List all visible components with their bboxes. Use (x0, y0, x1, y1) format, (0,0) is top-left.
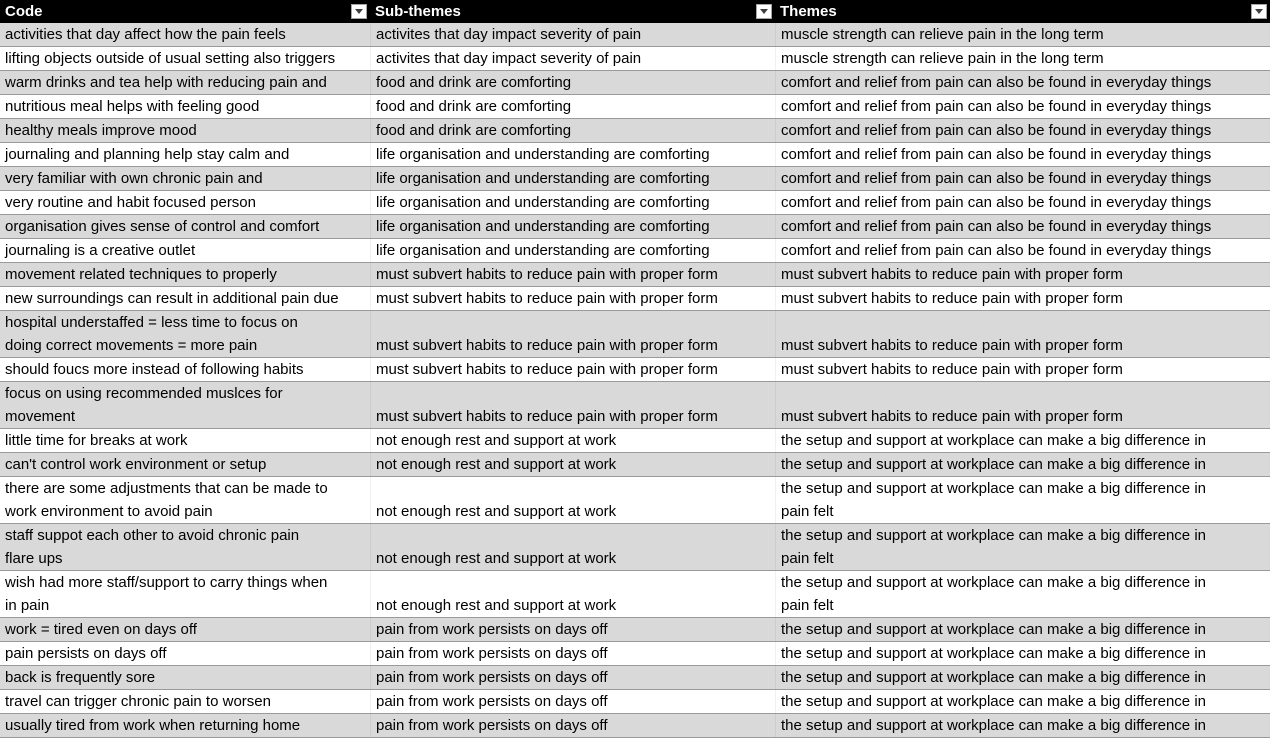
table-row[interactable] (0, 714, 1270, 738)
cell-theme[interactable] (775, 642, 1270, 665)
cell-sub-theme[interactable] (370, 239, 775, 262)
table-body (0, 23, 1270, 738)
cell-theme[interactable] (775, 382, 1270, 428)
table-row[interactable] (0, 642, 1270, 666)
cell-theme[interactable] (775, 239, 1270, 262)
cell-text-line: must subvert habits to reduce pain with proper form (376, 408, 718, 425)
cell-theme[interactable] (775, 191, 1270, 214)
cell-text-line: must subvert habits to reduce pain with proper form (376, 337, 718, 354)
cell-code[interactable] (0, 714, 370, 737)
column-header-label: Sub-themes (375, 3, 461, 20)
cell-text-line: can't control work environment or setup (5, 456, 267, 473)
cell-sub-theme[interactable] (370, 618, 775, 641)
cell-code[interactable] (0, 382, 370, 428)
cell-text-line: the setup and support at workplace can make a big difference in (781, 480, 1206, 497)
column-header-code[interactable] (0, 0, 370, 23)
cell-sub-theme[interactable] (370, 191, 775, 214)
cell-text-line: muscle strength can relieve pain in the long term (781, 50, 1104, 67)
cell-text-line (376, 477, 775, 500)
table-row[interactable] (0, 382, 1270, 429)
cell-sub-theme[interactable] (370, 690, 775, 713)
cell-text-line: pain felt (781, 597, 834, 614)
cell-text-line: not enough rest and support at work (376, 503, 617, 520)
cell-text-line (781, 382, 1270, 405)
cell-text-line: doing correct movements = more pain (5, 337, 258, 354)
cell-text-line: the setup and support at workplace can make a big difference in (781, 621, 1206, 638)
cell-sub-theme[interactable] (370, 477, 775, 523)
cell-sub-theme[interactable] (370, 358, 775, 381)
cell-theme[interactable] (775, 429, 1270, 452)
cell-code[interactable] (0, 167, 370, 190)
cell-text-line: the setup and support at workplace can make a big difference in (781, 574, 1206, 591)
cell-sub-theme[interactable] (370, 167, 775, 190)
cell-text-line: the setup and support at workplace can make a big difference in (781, 717, 1206, 734)
table-row[interactable] (0, 167, 1270, 191)
table-row[interactable] (0, 23, 1270, 47)
cell-code[interactable] (0, 191, 370, 214)
cell-sub-theme[interactable] (370, 666, 775, 689)
table-row[interactable] (0, 143, 1270, 167)
cell-text-line: movement (5, 408, 76, 425)
cell-theme[interactable] (775, 167, 1270, 190)
cell-code[interactable] (0, 311, 370, 357)
cell-code[interactable] (0, 287, 370, 310)
cell-text-line: little time for breaks at work (5, 432, 188, 449)
cell-sub-theme[interactable] (370, 215, 775, 238)
cell-text-line: pain felt (781, 503, 834, 520)
cell-text-line: journaling is a creative outlet (5, 242, 196, 259)
cell-text-line: comfort and relief from pain can also be found in everyday things (781, 170, 1212, 187)
cell-code[interactable] (0, 571, 370, 617)
table-row[interactable] (0, 71, 1270, 95)
cell-sub-theme[interactable] (370, 47, 775, 70)
table-row[interactable] (0, 239, 1270, 263)
cell-text-line: the setup and support at workplace can make a big difference in (781, 645, 1206, 662)
cell-text-line: life organisation and understanding are comforting (376, 218, 710, 235)
cell-text-line: not enough rest and support at work (376, 597, 617, 614)
cell-text-line: comfort and relief from pain can also be found in everyday things (781, 98, 1212, 115)
cell-text-line: not enough rest and support at work (376, 432, 617, 449)
filter-dropdown-icon[interactable] (351, 4, 367, 19)
cell-sub-theme[interactable] (370, 263, 775, 286)
cell-theme[interactable] (775, 477, 1270, 523)
cell-theme[interactable] (775, 358, 1270, 381)
cell-text-line: pain from work persists on days off (376, 621, 608, 638)
cell-text-line: the setup and support at workplace can make a big difference in (781, 432, 1206, 449)
cell-code[interactable] (0, 524, 370, 570)
cell-text-line: activities that day affect how the pain feels (5, 26, 286, 43)
cell-text-line: must subvert habits to reduce pain with proper form (781, 266, 1123, 283)
table-row[interactable] (0, 477, 1270, 524)
cell-sub-theme[interactable] (370, 311, 775, 357)
table-row[interactable] (0, 287, 1270, 311)
cell-code[interactable] (0, 119, 370, 142)
cell-text-line: pain from work persists on days off (376, 669, 608, 686)
cell-text-line: not enough rest and support at work (376, 550, 617, 567)
column-header-label: Code (5, 3, 43, 20)
cell-sub-theme[interactable] (370, 642, 775, 665)
cell-code[interactable] (0, 143, 370, 166)
cell-text-line: comfort and relief from pain can also be found in everyday things (781, 74, 1212, 91)
table-row[interactable] (0, 95, 1270, 119)
cell-text-line: warm drinks and tea help with reducing pain and (5, 74, 327, 91)
cell-text-line: must subvert habits to reduce pain with proper form (376, 266, 718, 283)
cell-code[interactable] (0, 618, 370, 641)
table-row[interactable] (0, 191, 1270, 215)
cell-text-line: nutritious meal helps with feeling good (5, 98, 260, 115)
cell-text-line (376, 524, 775, 547)
cell-text-line: must subvert habits to reduce pain with proper form (376, 290, 718, 307)
cell-text-line: pain from work persists on days off (376, 693, 608, 710)
table-row[interactable] (0, 690, 1270, 714)
cell-theme[interactable] (775, 23, 1270, 46)
cell-theme[interactable] (775, 666, 1270, 689)
cell-sub-theme[interactable] (370, 95, 775, 118)
cell-text-line: hospital understaffed = less time to focus on (5, 314, 298, 331)
cell-theme[interactable] (775, 311, 1270, 357)
cell-sub-theme[interactable] (370, 571, 775, 617)
cell-sub-theme[interactable] (370, 71, 775, 94)
cell-code[interactable] (0, 71, 370, 94)
cell-text-line: must subvert habits to reduce pain with proper form (376, 361, 718, 378)
cell-text-line: there are some adjustments that can be made to (5, 480, 328, 497)
cell-theme[interactable] (775, 143, 1270, 166)
cell-code[interactable] (0, 666, 370, 689)
table-row[interactable] (0, 119, 1270, 143)
cell-code[interactable] (0, 358, 370, 381)
cell-text-line: organisation gives sense of control and comfort (5, 218, 320, 235)
cell-theme[interactable] (775, 119, 1270, 142)
table-row[interactable] (0, 263, 1270, 287)
cell-sub-theme[interactable] (370, 23, 775, 46)
cell-text-line: work = tired even on days off (5, 621, 197, 638)
cell-theme[interactable] (775, 263, 1270, 286)
cell-text-line: back is frequently sore (5, 669, 156, 686)
cell-code[interactable] (0, 47, 370, 70)
header-row (0, 0, 1270, 23)
cell-theme[interactable] (775, 287, 1270, 310)
cell-sub-theme[interactable] (370, 119, 775, 142)
cell-text-line: must subvert habits to reduce pain with proper form (781, 290, 1123, 307)
cell-text-line: life organisation and understanding are comforting (376, 170, 710, 187)
cell-text-line: food and drink are comforting (376, 74, 572, 91)
cell-sub-theme[interactable] (370, 714, 775, 737)
table-row[interactable] (0, 358, 1270, 382)
cell-text-line (376, 571, 775, 594)
cell-text-line: new surroundings can result in additional pain due (5, 290, 339, 307)
cell-text-line: pain persists on days off (5, 645, 167, 662)
cell-text-line: lifting objects outside of usual setting also triggers (5, 50, 336, 67)
cell-theme[interactable] (775, 215, 1270, 238)
cell-code[interactable] (0, 477, 370, 523)
cell-text-line (781, 311, 1270, 334)
cell-theme[interactable] (775, 524, 1270, 570)
cell-text-line: comfort and relief from pain can also be found in everyday things (781, 242, 1212, 259)
cell-text-line: healthy meals improve mood (5, 122, 197, 139)
cell-code[interactable] (0, 95, 370, 118)
cell-text-line: work environment to avoid pain (5, 503, 213, 520)
cell-text-line: pain felt (781, 550, 834, 567)
column-header-themes[interactable] (775, 0, 1270, 23)
cell-theme[interactable] (775, 571, 1270, 617)
table-row[interactable] (0, 215, 1270, 239)
cell-code[interactable] (0, 239, 370, 262)
table-row[interactable] (0, 429, 1270, 453)
table-row[interactable] (0, 311, 1270, 358)
cell-text-line: focus on using recommended muslces for (5, 385, 283, 402)
cell-text-line: comfort and relief from pain can also be found in everyday things (781, 122, 1212, 139)
table-row[interactable] (0, 47, 1270, 71)
cell-text-line: comfort and relief from pain can also be found in everyday things (781, 194, 1212, 211)
cell-sub-theme[interactable] (370, 143, 775, 166)
cell-text-line: food and drink are comforting (376, 122, 572, 139)
cell-code[interactable] (0, 453, 370, 476)
cell-text-line: very familiar with own chronic pain and (5, 170, 263, 187)
cell-text-line: journaling and planning help stay calm and (5, 146, 290, 163)
cell-theme[interactable] (775, 453, 1270, 476)
table-row[interactable] (0, 571, 1270, 618)
cell-text-line: activites that day impact severity of pain (376, 50, 642, 67)
cell-text-line: usually tired from work when returning home (5, 717, 301, 734)
cell-text-line: not enough rest and support at work (376, 456, 617, 473)
cell-code[interactable] (0, 429, 370, 452)
cell-text-line: should foucs more instead of following habits (5, 361, 304, 378)
cell-text-line: in pain (5, 597, 50, 614)
cell-text-line: food and drink are comforting (376, 98, 572, 115)
column-header-label: Themes (780, 3, 837, 20)
cell-sub-theme[interactable] (370, 524, 775, 570)
column-header-sub-themes[interactable] (370, 0, 775, 23)
cell-text-line: the setup and support at workplace can make a big difference in (781, 693, 1206, 710)
cell-text-line: pain from work persists on days off (376, 717, 608, 734)
cell-theme[interactable] (775, 618, 1270, 641)
cell-theme[interactable] (775, 47, 1270, 70)
cell-text-line: comfort and relief from pain can also be found in everyday things (781, 146, 1212, 163)
cell-text-line: movement related techniques to properly (5, 266, 277, 283)
filter-dropdown-icon[interactable] (756, 4, 772, 19)
cell-code[interactable] (0, 263, 370, 286)
cell-theme[interactable] (775, 95, 1270, 118)
cell-text-line: the setup and support at workplace can make a big difference in (781, 527, 1206, 544)
cell-code[interactable] (0, 690, 370, 713)
cell-text-line: must subvert habits to reduce pain with proper form (781, 361, 1123, 378)
cell-text-line (376, 382, 775, 405)
cell-text-line: pain from work persists on days off (376, 645, 608, 662)
cell-text-line: life organisation and understanding are comforting (376, 242, 710, 259)
table-row[interactable] (0, 666, 1270, 690)
cell-sub-theme[interactable] (370, 453, 775, 476)
table-row[interactable] (0, 453, 1270, 477)
cell-text-line: comfort and relief from pain can also be found in everyday things (781, 218, 1212, 235)
cell-sub-theme[interactable] (370, 429, 775, 452)
cell-text-line (376, 311, 775, 334)
table-row[interactable] (0, 524, 1270, 571)
table-row[interactable] (0, 618, 1270, 642)
cell-text-line: life organisation and understanding are comforting (376, 146, 710, 163)
cell-text-line: life organisation and understanding are comforting (376, 194, 710, 211)
cell-theme[interactable] (775, 71, 1270, 94)
cell-sub-theme[interactable] (370, 382, 775, 428)
cell-text-line: muscle strength can relieve pain in the long term (781, 26, 1104, 43)
cell-sub-theme[interactable] (370, 287, 775, 310)
cell-text-line: travel can trigger chronic pain to worsen (5, 693, 271, 710)
filter-dropdown-icon[interactable] (1251, 4, 1267, 19)
cell-text-line: activites that day impact severity of pain (376, 26, 642, 43)
cell-code[interactable] (0, 23, 370, 46)
cell-text-line: the setup and support at workplace can make a big difference in (781, 456, 1206, 473)
cell-text-line: must subvert habits to reduce pain with proper form (781, 337, 1123, 354)
cell-code[interactable] (0, 215, 370, 238)
cell-text-line: flare ups (5, 550, 63, 567)
cell-code[interactable] (0, 642, 370, 665)
cell-text-line: very routine and habit focused person (5, 194, 256, 211)
cell-text-line: the setup and support at workplace can make a big difference in (781, 669, 1206, 686)
cell-text-line: wish had more staff/support to carry things when (5, 574, 328, 591)
cell-text-line: must subvert habits to reduce pain with proper form (781, 408, 1123, 425)
cell-theme[interactable] (775, 714, 1270, 737)
cell-theme[interactable] (775, 690, 1270, 713)
cell-text-line: staff suppot each other to avoid chronic pain (5, 527, 300, 544)
